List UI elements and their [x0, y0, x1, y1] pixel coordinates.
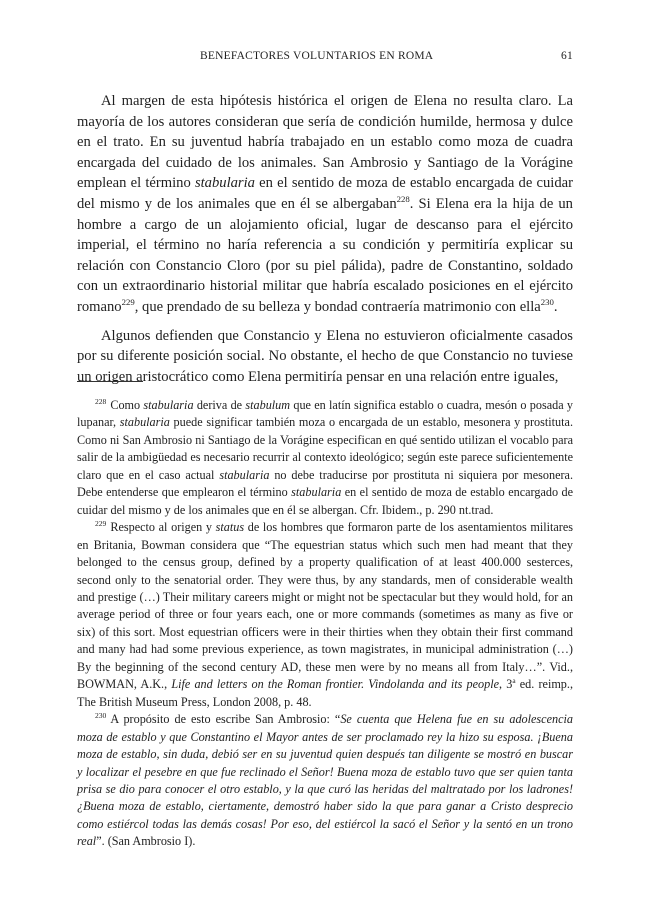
footnotes — [77, 397, 573, 851]
paragraph-1-text-c: . Si Elena era la hija de un hombre a cargo de un alojamiento oficial, lugar de descanso para el ejército imperial, el término no haría referencia a su condición y permitiría explicar su relación con Constancio Cloro (por su piel pálida), padre de Constantino, soldado con un extraordinario historial militar que habría escalado posiciones en el ejército romano — [77, 195, 573, 315]
footnote-ref-229[interactable]: 229 — [121, 297, 135, 308]
footnote-text: de los hombres que formaron parte de los asentamientos militares en Britania, Bowman considera que “The equestrian status which such men had meant that they belonged to the census group, defined by a property qualification of at least 400.000 sesterces, second only to the senatorial order. They were thus, by any standards, men of considerable wealth and prestige (…) Their military careers might or might not be spectacular but they would hold, for an average period of three or four years each, one or more commands (sometimes as many as five or six) of this sort. Most equestrian officers were in their thirties when they obtain their first command and many had had some previous experience, as town magistrates, in municipal administration (…) By the beginning of the second century AD, these men were by no means all from Italy…”. Vid., BOWMAN, A.K., — [77, 520, 573, 692]
quotation: Se cuenta que Helena fue en su adolescencia moza de establo y que Constantino el Mayor antes de ser proclamado rey la hizo su esposa. ¡Buena moza de establo, sin duda, debió ser en su juventud quien después tan diligente se mostró en buscar y localizar el pesebre en que fue reclinado el Señor! Buena moza de establo tuvo que ser quien tanta prisa se dio para conocer el otro establo, y la que curó las heridas del maltratado por los ladrones! ¿Buena moza de establo, ciertamente, demostró haber sido la que para ganar a Cristo desprecio como estiércol todas las demás cosas! Por eso, del estiércol la sacó el Señor y la sentó en un trono real — [77, 712, 573, 849]
footnote-text: Respecto al origen y — [110, 520, 216, 535]
footnote-text: Como — [110, 398, 144, 412]
paragraph-1-text-a: Al margen de esta hipótesis histórica el origen de Elena no resulta claro. La mayoría de los autores consideran que sería de condición humilde, hermosa y dulce en el trato. En su juventud habría trabajado en un establo como moza de cuadra encargada del cuidado de los animales. San Ambrosio y Santiago de la Vorágine emplean el término — [77, 93, 573, 192]
main-text — [77, 91, 573, 395]
footnote-text: no debe traducirse por prostituta ni siquiera por mesonera. Debe entenderse que emplearon el término — [77, 467, 573, 500]
paragraph-1-text-b: en el sentido de moza de establo encargada de cuidar del mismo y de los animales que en él se albergaban — [77, 175, 573, 212]
footnote-separator — [77, 381, 143, 382]
paragraph-1-text-d: , que prendado de su belleza y bondad contraería matrimonio con ella — [134, 298, 541, 315]
footnote-text: en el sentido de moza de establo encargado de cuidar del mismo y de los animales que en él se albergan. Cfr. Ibidem., p. 290 nt.trad. — [77, 485, 573, 517]
footnote-text: ”. (San Ambrosio I). — [96, 834, 196, 849]
footnote-number: 228 — [95, 396, 107, 406]
footnote-italic: stabularia — [291, 485, 342, 500]
footnote-text: deriva de — [193, 398, 246, 412]
footnote-italic: stabularia — [219, 467, 270, 482]
footnote-text: ed. reimp., The British Museum Press, London 2008, p. 48. — [77, 677, 573, 709]
page-number: 61 — [561, 50, 573, 62]
footnote-228 — [77, 397, 573, 519]
running-title: BENEFACTORES VOLUNTARIOS EN ROMA — [200, 50, 434, 62]
page-header — [0, 50, 650, 66]
book-title: Life and letters on the Roman frontier. Vindolanda and its people — [171, 677, 500, 692]
footnote-number: 230 — [95, 711, 107, 721]
footnote-ref-228[interactable]: 228 — [396, 194, 410, 205]
footnote-italic: stabulum — [245, 398, 291, 412]
footnote-italic: stabularia — [143, 398, 194, 412]
footnote-italic: stabularia — [119, 415, 170, 430]
footnote-text: que en latín significa establo o cuadra, mesón o posada y lupanar, — [77, 398, 573, 430]
footnote-italic: status — [215, 520, 245, 535]
paragraph-2: Algunos defienden que Constancio y Elena no estuvieron oficialmente casados por su diferente posición social. No obstante, el hecho de que Constancio no tuviese un origen aristocrático como Elena permitiría pensar en una relación entre iguales, — [77, 327, 573, 385]
footnote-number: 229 — [95, 519, 107, 529]
footnote-text: puede significar también moza o encargada de un establo, mesonera y prostituta. Como ni San Ambrosio ni Santiago de la Vorágine especifican en qué sentido utilizan el vocablo para salir de la ambigüedad es necesario recurrir al contexto ideológico; según este parece suficientemente claro que en el caso actual — [77, 415, 573, 482]
paragraph-1 — [77, 91, 573, 318]
footnote-text: , 3 — [499, 677, 513, 692]
term-stabularia: stabularia — [194, 175, 255, 192]
footnote-229 — [77, 519, 573, 711]
footnote-text: A propósito de esto escribe San Ambrosio: “ — [110, 712, 341, 727]
paragraph-1-text-e: . — [553, 298, 558, 315]
footnote-ref-230[interactable]: 230 — [540, 297, 554, 308]
edition-superscript: a — [512, 676, 516, 686]
footnote-230 — [77, 711, 573, 851]
